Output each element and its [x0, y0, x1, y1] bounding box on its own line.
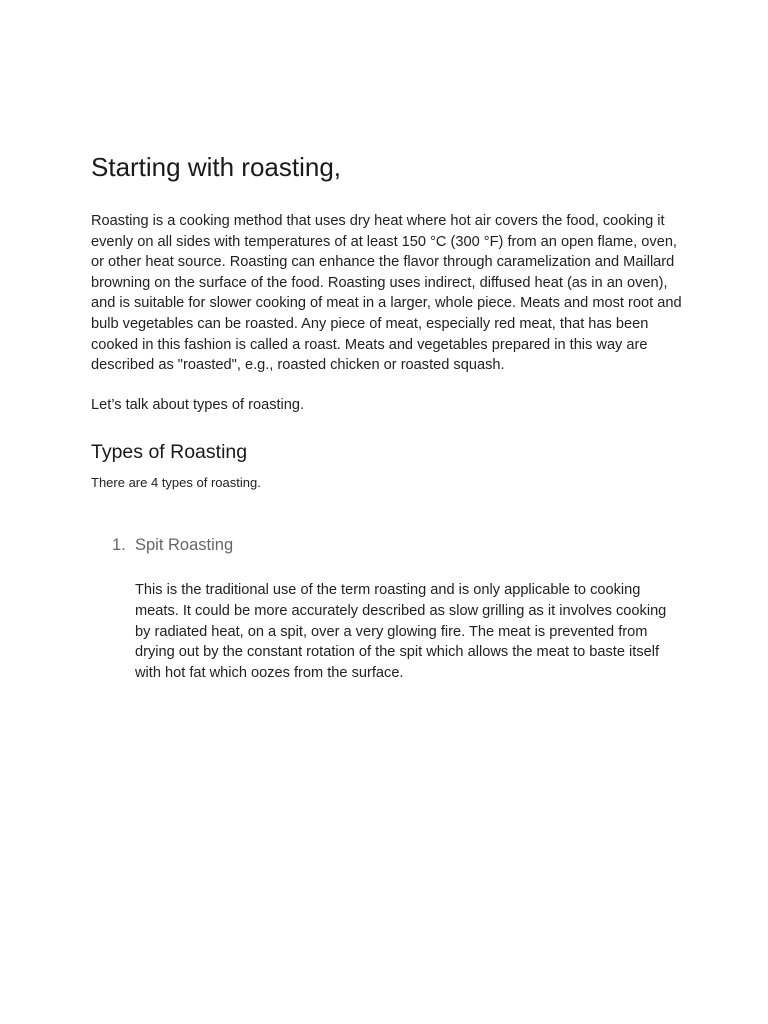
list-item-heading	[91, 532, 691, 558]
page-title: Starting with roasting,	[91, 152, 342, 182]
section-heading: Types of Roasting	[91, 441, 248, 463]
list-item-body: This is the traditional use of the term roasting and is only applicable to cooking meats. It could be more accurately described as slow grilling as it involves cooking by radiated heat, on a spit, over a very glowing fire. The meat is prevented from drying out by the constant rotation of the spit which allows the meat to baste itself with hot fat which oozes from the surface.	[135, 582, 667, 682]
intro-paragraph: Roasting is a cooking method that uses dry heat where hot air covers the food, cooking it evenly on all sides with temperatures of at least 150 °C (300 °F) from an open flame, oven, or other heat source. Roasting can enhance the flavor through caramelization and Maillard browning on the surface of the food. Roasting uses indirect, diffused heat (as in an oven), and is suitable for slower cooking of meat in a larger, whole piece. Meats and most root and bulb vegetables can be roasted. Any piece of meat, especially red meat, that has been cooked in this fashion is called a roast. Meats and vegetables prepared in this way are described as "roasted", e.g., roasted chicken or roasted squash.	[91, 213, 682, 374]
list-item-title: Spit Roasting	[135, 536, 234, 554]
list-item	[91, 532, 691, 682]
list-item-number: 1.	[112, 536, 126, 554]
roasting-types-list	[91, 532, 691, 682]
lead-paragraph: Let’s talk about types of roasting.	[91, 397, 305, 413]
section-intro: There are 4 types of roasting.	[91, 475, 261, 490]
